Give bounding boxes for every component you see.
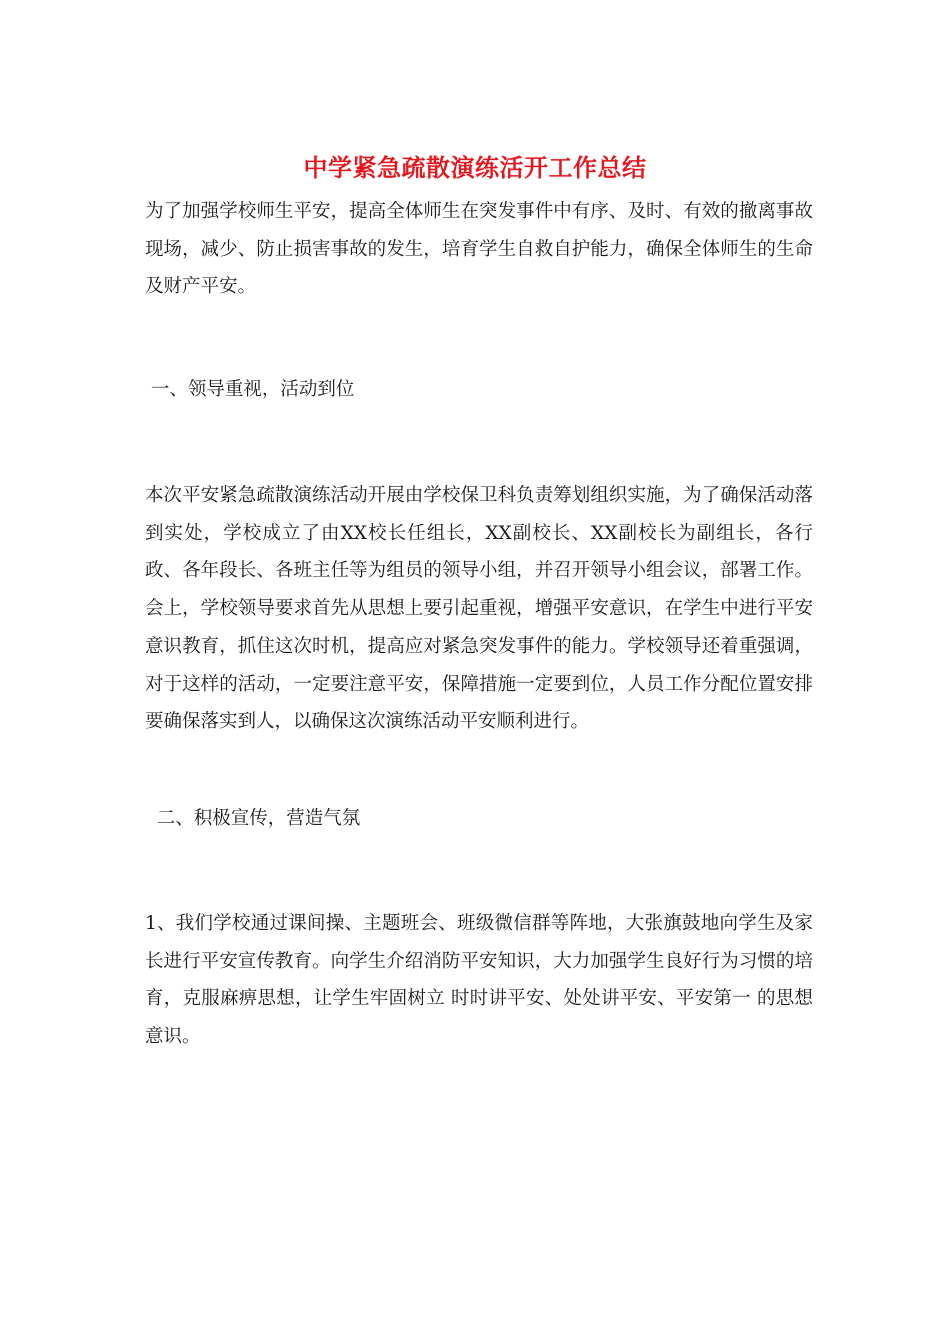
intro-paragraph: 为了加强学校师生平安，提高全体师生在突发事件中有序、及时、有效的撤离事故现场，减少、防止损害事故的发生，培育学生自救自护能力，确保全体师生的生命及财产平安。 — [145, 201, 813, 298]
section-1-paragraph: 本次平安紧急疏散演练活动开展由学校保卫科负责筹划组织实施，为了确保活动落到实处，学校成立了由XX校长任组长，XX副校长、XX副校长为副组长，各行政、各年段长、各班主任等为组员的领导小组，并召开领导小组会议，部署工作。会上，学校领导要求首先从思想上要引起重视，增强平安意识，在学生中进行平安意识教育，抓住这次时机，提高应对紧急突发事件的能力。学校领导还着重强调，对于这样的活动，一定要注意平安，保障措施一定要到位，人员工作分配位置安排要确保落实到人，以确保这次演练活动平安顺利进行。 — [145, 485, 813, 733]
section-2-paragraph: 1、我们学校通过课间操、主题班会、班级微信群等阵地，大张旗鼓地向学生及家长进行平安宣传教育。向学生介绍消防平安知识，大力加强学生良好行为习惯的培育，克服麻痹思想，让学生牢固树立 时时讲平安、处处讲平安、平安第一 的思想意识。 — [145, 913, 813, 1048]
section-2-heading: 二、积极宣传，营造气氛 — [145, 808, 361, 829]
document-title: 中学紧急疏散演练活开工作总结 — [303, 153, 647, 182]
section-1-heading: 一、领导重视，活动到位 — [145, 379, 355, 400]
